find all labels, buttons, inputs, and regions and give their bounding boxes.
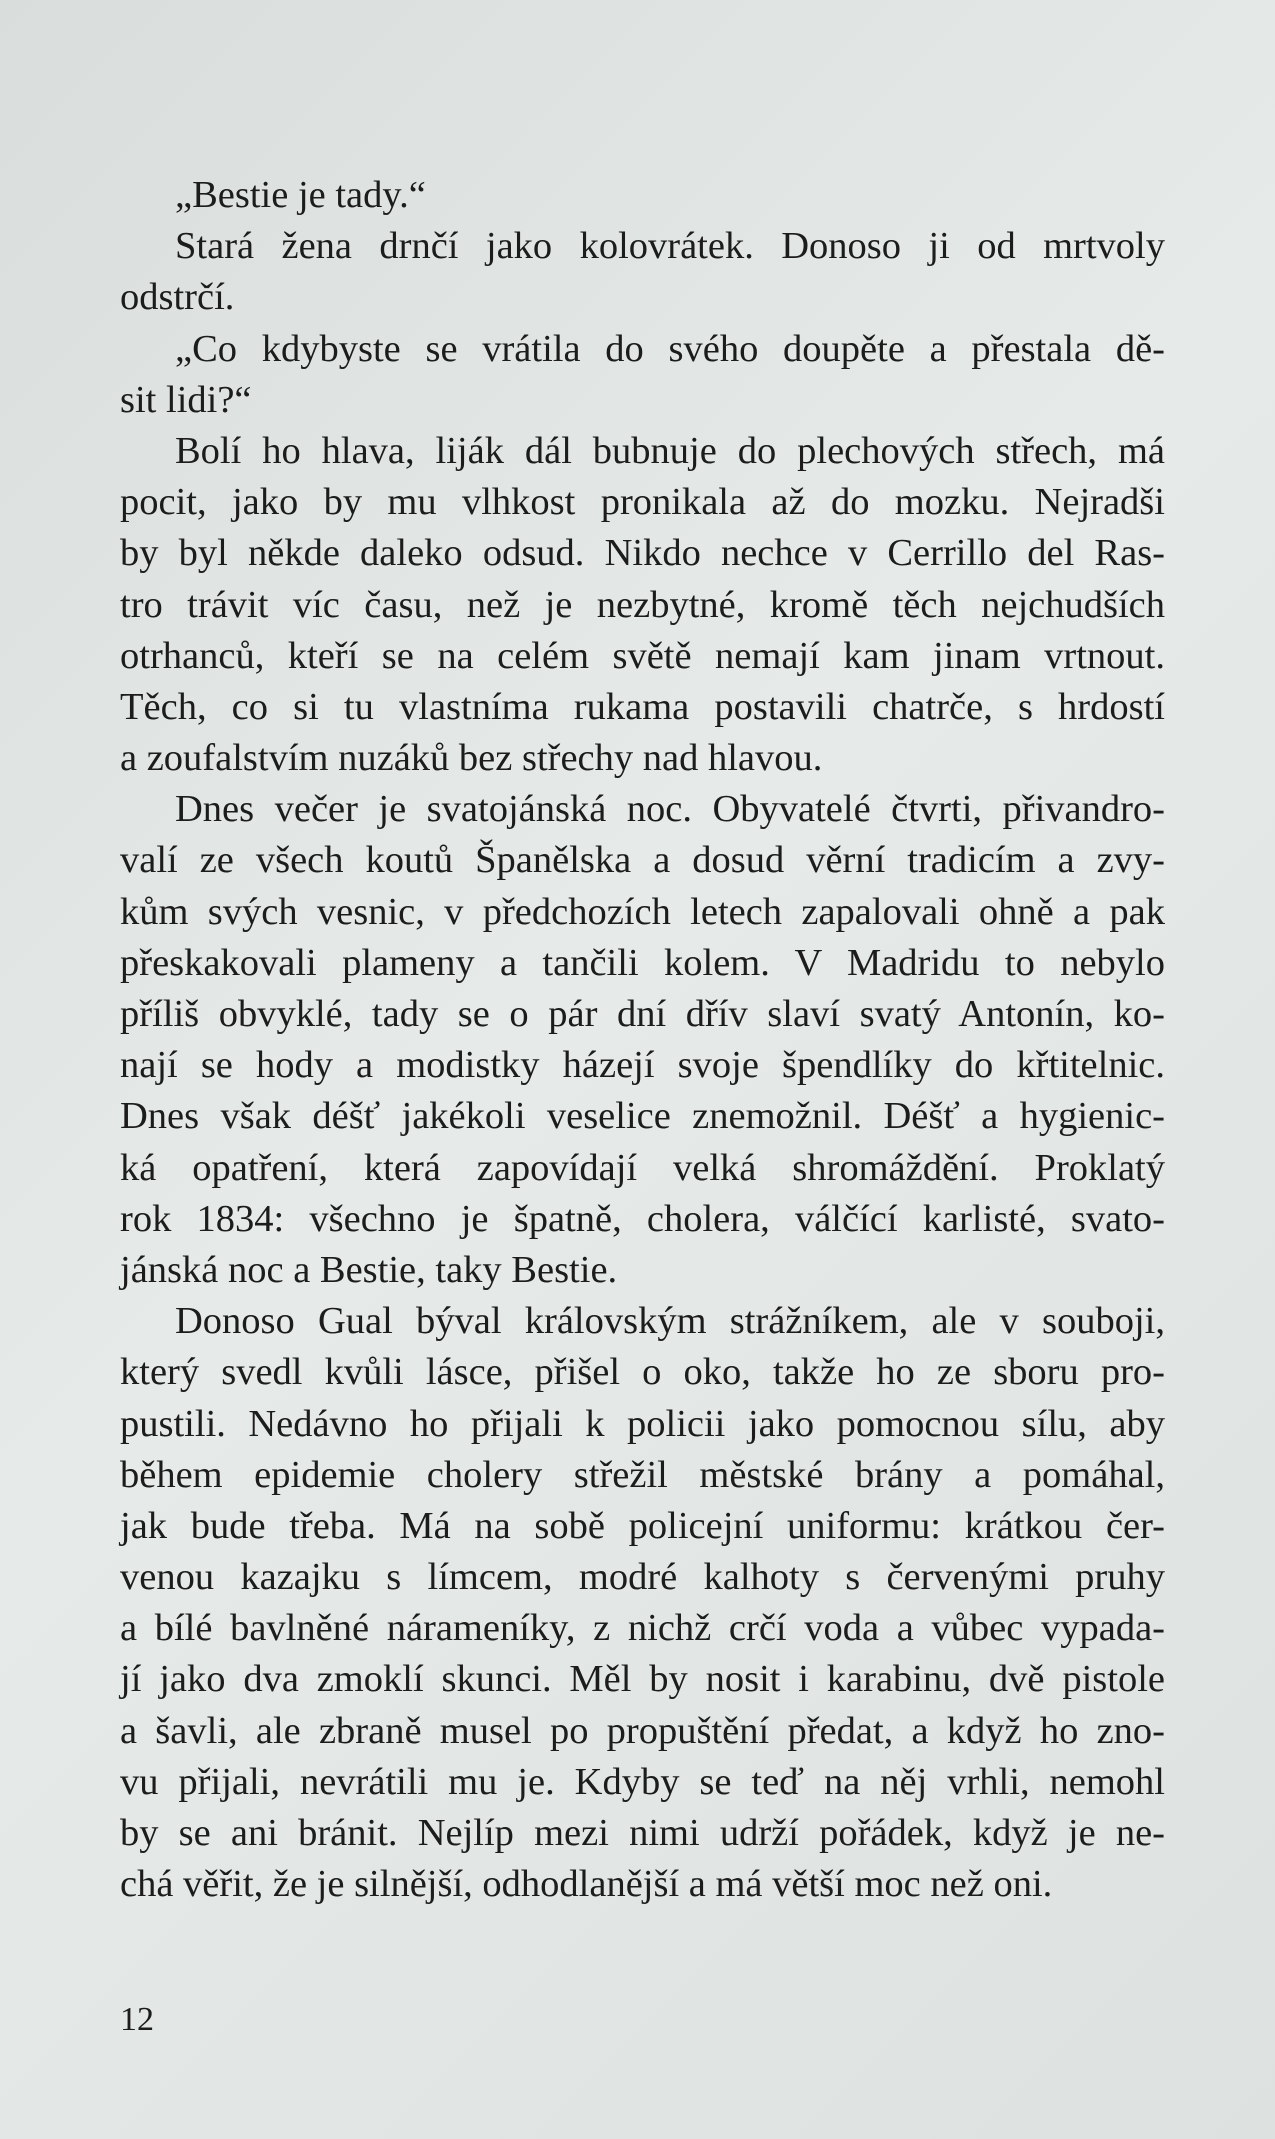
- text-line: valí ze všech koutů Španělska a dosud věrní tradicím a zvy-: [120, 839, 1165, 882]
- text-line: Bolí ho hlava, liják dál bubnuje do plechových střech, má: [175, 429, 1165, 472]
- paragraph: [120, 221, 1165, 323]
- text-line: který svedl kvůli lásce, přišel o oko, takže ho ze sboru pro-: [120, 1351, 1165, 1394]
- text-line: příliš obvyklé, tady se o pár dní dřív slaví svatý Antonín, ko-: [120, 993, 1165, 1035]
- text-line: nají se hody a modistky házejí svoje špendlíky do křtitelnic.: [120, 1044, 1165, 1087]
- text-line: ká opatření, která zapovídají velká shromáždění. Proklatý: [120, 1146, 1165, 1189]
- text-line: rok 1834: všechno je špatně, cholera, válčící karlisté, svato-: [120, 1197, 1165, 1240]
- page-number: 12: [120, 2001, 154, 2038]
- body-text: [120, 170, 1165, 1910]
- text-line: a zoufalstvím nuzáků bez střechy nad hlavou.: [120, 737, 823, 780]
- text-line: odstrčí.: [120, 276, 235, 319]
- text-line: a bílé bavlněné nárameníky, z nichž crčí voda a vůbec vypada-: [120, 1607, 1165, 1650]
- text-line: venou kazajku s límcem, modré kalhoty s červenými pruhy: [120, 1556, 1165, 1599]
- text-line: jánská noc a Bestie, taky Bestie.: [120, 1248, 618, 1291]
- text-line: Dnes však déšť jakékoli veselice znemožnil. Déšť a hygienic-: [120, 1095, 1165, 1138]
- text-line: „Co kdybyste se vrátila do svého doupěte a přestala dě-: [175, 327, 1165, 370]
- text-line: chá věřit, že je silnější, odhodlanější a má větší moc než oni.: [120, 1863, 1053, 1906]
- text-line: jak bude třeba. Má na sobě policejní uniformu: krátkou čer-: [120, 1504, 1165, 1547]
- text-line: sit lidi?“: [120, 378, 252, 421]
- text-line: otrhanců, kteří se na celém světě nemají kam jinam vrtnout.: [120, 634, 1165, 677]
- text-line: jí jako dva zmoklí skunci. Měl by nosit i karabinu, dvě pistole: [120, 1658, 1165, 1701]
- text-line: přeskakovali plameny a tančili kolem. V Madridu to nebylo: [120, 941, 1165, 984]
- text-line: kům svých vesnic, v předchozích letech zapalovali ohně a pak: [120, 890, 1165, 933]
- paragraph: [120, 1296, 1165, 1910]
- text-line: Těch, co si tu vlastníma rukama postavili chatrče, s hrdostí: [120, 685, 1165, 728]
- text-line: pustili. Nedávno ho přijali k policii jako pomocnou sílu, aby: [120, 1402, 1165, 1445]
- text-line: „Bestie je tady.“: [175, 174, 426, 216]
- text-line: Donoso Gual býval královským strážníkem, ale v souboji,: [175, 1300, 1165, 1343]
- text-line: vu přijali, nevrátili mu je. Kdyby se teď na něj vrhli, nemohl: [120, 1760, 1165, 1803]
- text-line: a šavli, ale zbraně musel po propuštění předat, a když ho zno-: [120, 1709, 1165, 1752]
- paragraph: [120, 784, 1165, 1296]
- text-line: Stará žena drnčí jako kolovrátek. Donoso ji od mrtvoly: [175, 225, 1165, 268]
- text-line: pocit, jako by mu vlhkost pronikala až do mozku. Nejradši: [120, 481, 1165, 524]
- text-line: Dnes večer je svatojánská noc. Obyvatelé čtvrti, přivandro-: [175, 788, 1165, 831]
- paragraph: [120, 426, 1165, 784]
- text-line: by byl někde daleko odsud. Nikdo nechce v Cerrillo del Ras-: [120, 532, 1165, 575]
- text-line: během epidemie cholery střežil městské brány a pomáhal,: [120, 1453, 1165, 1496]
- paragraph: [120, 324, 1165, 426]
- text-line: by se ani bránit. Nejlíp mezi nimi udrží pořádek, když je ne-: [120, 1812, 1165, 1854]
- paragraph: [120, 170, 1165, 221]
- text-line: tro trávit víc času, než je nezbytné, kromě těch nejchudších: [120, 583, 1165, 626]
